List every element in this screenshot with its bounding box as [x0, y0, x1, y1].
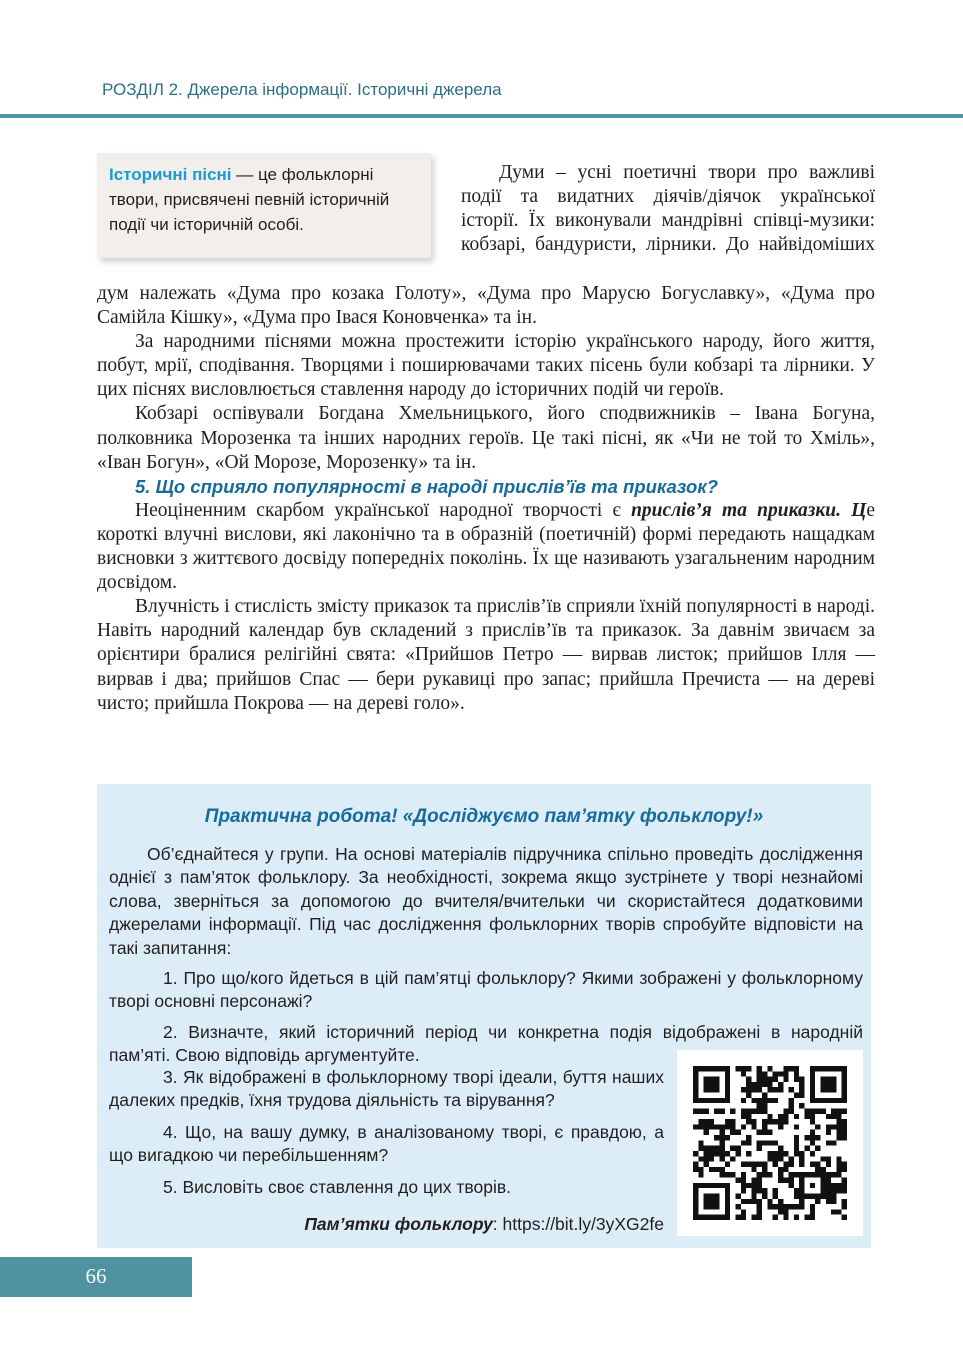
definition-box [97, 153, 431, 258]
paragraph-kobzari: Кобзарі оспівували Богдана Хмельницького, його сподвижників – Івана Богуна, полковника Морозенка та інших народних героїв. Це такі пісні, як «Чи не той то Хміль», «Іван Богун», «Ой Морозе, Морозенку» та ін. [97, 403, 875, 473]
header-rule [0, 114, 963, 118]
proverbs-bold: прислів’я та приказки. Ц [631, 499, 867, 521]
practice-text [109, 843, 863, 1075]
qr-code-graphic [693, 1066, 847, 1220]
practice-intro: Об’єднайтеся у групи. На основі матеріалів підручника спільно проведіть дослідження однієї з пам’яток фольклору. За необхідності, зокрема якщо зустрінете у творі незнайомі слова, зверніться за допомогою до вчителя/вчительки чи скористайтеся додатковими джерелами інформації. Під час дослідження фольклорних творів спробуйте відповісти на такі запитання: [109, 844, 863, 958]
practice-question-1: 1. Про що/кого йдеться в цій пам’ятці фольклору? Якими зображені у фольклорному творі основні персонажі? [109, 968, 863, 1012]
paragraph-songs: За народними піснями можна простежити історію українського народу, його життя, побут, мрії, сподівання. Творцями і поширювачами таких пісень були кобзарі та лірники. У цих піснях висловлюється ставлення народу до історичних подій чи героїв. [97, 331, 875, 401]
main-text [97, 282, 875, 716]
folklore-link-line [109, 1214, 664, 1235]
practice-question-3: 3. Як відображені в фольклорному творі ідеали, буття наших далеких предків, їхня трудова діяльність та вірування? [109, 1067, 664, 1111]
running-header: РОЗДІЛ 2. Джерела інформації. Історичні джерела [102, 80, 502, 99]
practice-box [97, 784, 871, 1248]
qr-code-icon[interactable] [677, 1050, 863, 1236]
practice-question-2: 2. Визначте, який історичний період чи конкретна подія відображені в народній пам’яті. Свою відповідь аргументуйте. [109, 1021, 863, 1066]
dumy-column [461, 161, 875, 257]
paragraph-calendar: Влучність і стислість змісту приказок та прислів’їв сприяли їхній популярності в народі. Навіть народний календар був складений з прислів’їв та приказок. За давнім звичаєм за орієнтири бралися релігійні свята: «Прийшов Петро — вирвав листок; прийшов Ілля — вирвав і два; прийшов Спас — бери рукавиці про запас; прийшла Пречиста — на дереві чисто; прийшла Покрова — на дереві голо». [97, 596, 875, 714]
paragraph-proverbs [97, 499, 875, 595]
proverbs-lead: Неоціненним скарбом української народної творчості є [135, 499, 632, 521]
folklore-link-separator: : [492, 1214, 503, 1234]
paragraph-dumy-start: Думи – усні поетичні твори про важливі події та видатних діячів/діячок української історії. Їх виконували мандрівні співці-музики: кобзарі, бандуристи, лірники. До найвідоміших [461, 162, 875, 256]
practice-question-4: 4. Що, на вашу думку, в аналізованому творі, є правдою, а що вигадкою чи перебільшенням? [109, 1121, 664, 1166]
page-number-box [0, 1257, 192, 1297]
page-number: 66 [85, 1264, 107, 1288]
practice-title: Практична робота! «Досліджуємо пам’ятку фольклору!» [204, 806, 764, 827]
definition-text: — це фольклорні твори, присвячені певній історичній події чи історичній особі. [109, 165, 390, 234]
practice-text-narrow [109, 1066, 664, 1207]
folklore-link-label: Пам’ятки фольклору [304, 1214, 493, 1234]
definition-term: Історичні пісні [109, 165, 232, 184]
question-heading: 5. Що сприяло популярності в народі прислів’їв та приказок? [135, 475, 719, 497]
paragraph-dumy-end: дум належать «Дума про козака Голоту», «Дума про Марусю Богуславку», «Дума про Самійла Кішку», «Дума про Івася Коновченка» та ін. [97, 283, 875, 329]
proverbs-rest: е короткі влучні вислови, які лаконічно та в образній (поетичній) формі передають нащадкам висновки з життєвого досвіду попередніх поколінь. Їх ще називають узагальненим народним досвідом. [97, 499, 875, 594]
practice-question-5: 5. Висловіть своє ставлення до цих творів. [163, 1176, 512, 1197]
folklore-link[interactable]: https://bit.ly/3yXG2fe [502, 1214, 664, 1234]
